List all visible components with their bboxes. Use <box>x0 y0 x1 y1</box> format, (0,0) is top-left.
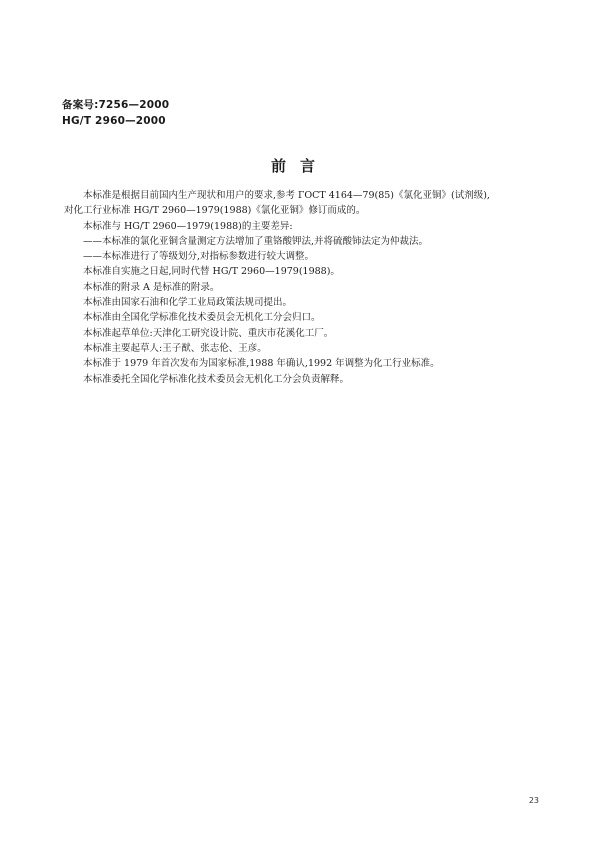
paragraph: 本标准起草单位:天津化工研究设计院、重庆市花溪化工厂。 <box>83 327 334 339</box>
document-header <box>62 97 169 129</box>
paragraph: 本标准于 1979 年首次发布为国家标准,1988 年确认,1992 年调整为化工行业标准。 <box>83 358 440 370</box>
paragraph: 本标准的附录 A 是标准的附录。 <box>83 281 220 293</box>
paragraph: ——本标准进行了等级划分,对指标参数进行较大调整。 <box>83 251 315 263</box>
foreword-body <box>64 188 554 387</box>
paragraph: 本标准自实施之日起,同时代替 HG/T 2960—1979(1988)。 <box>83 266 340 278</box>
paragraph: ——本标准的氯化亚铜含量测定方法增加了重铬酸钾法,并将硫酸铈法定为仲裁法。 <box>83 235 429 247</box>
paragraph: 本标准委托全国化学标准化技术委员会无机化工分会负责解释。 <box>83 373 350 385</box>
paragraph: 对化工行业标准 HG/T 2960—1979(1988)《氯化亚铜》修订而成的。 <box>64 205 366 217</box>
paragraph: 本标准是根据目前国内生产现状和用户的要求,参考 ГОСТ 4164—79(85)《氯化亚铜》(试剂级), <box>83 190 490 201</box>
record-number: 备案号:7256—2000 <box>62 99 170 111</box>
paragraph: 本标准由国家石油和化学工业局政策法规司提出。 <box>83 297 293 309</box>
paragraph: 本标准主要起草人:王子猷、张志伦、王彦。 <box>83 342 267 354</box>
page-number: 23 <box>528 796 539 805</box>
section-title: 前言 <box>270 157 329 175</box>
paragraph: 本标准由全国化学标准化技术委员会无机化工分会归口。 <box>83 312 321 324</box>
standard-code: HG/T 2960—2000 <box>62 115 166 127</box>
paragraph: 本标准与 HG/T 2960—1979(1988)的主要差异: <box>83 220 293 232</box>
